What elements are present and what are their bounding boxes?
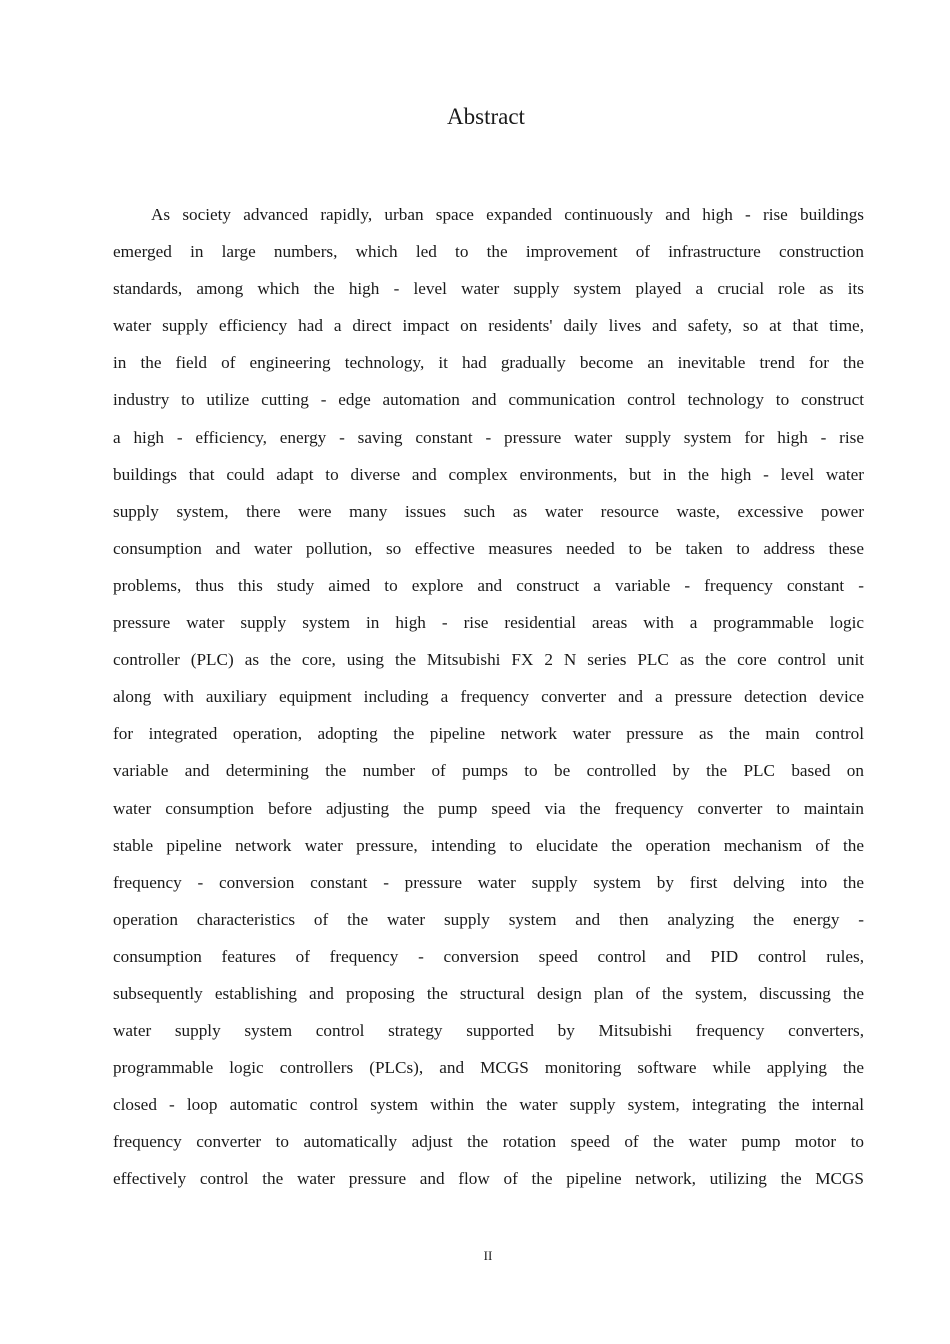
abstract-line: problems, thus this study aimed to explore and construct a variable - frequency constant - — [113, 575, 864, 595]
abstract-line: water supply system control strategy supported by Mitsubishi frequency converters, — [113, 1021, 864, 1041]
abstract-line: standards, among which the high - level water supply system played a crucial role as its — [113, 279, 864, 299]
page-title: Abstract — [447, 104, 525, 129]
abstract-line: programmable logic controllers (PLCs), and MCGS monitoring software while applying the — [113, 1058, 864, 1078]
abstract-line: variable and determining the number of pumps to be controlled by the PLC based on — [113, 761, 864, 781]
abstract-line: consumption features of frequency - conversion speed control and PID control rules, — [113, 946, 864, 966]
abstract-line: stable pipeline network water pressure, intending to elucidate the operation mechanism of the — [113, 835, 864, 855]
abstract-line: water supply efficiency had a direct impact on residents' daily lives and safety, so at that time, — [113, 316, 864, 336]
abstract-line: for integrated operation, adopting the pipeline network water pressure as the main control — [113, 724, 864, 744]
abstract-line: supply system, there were many issues such as water resource waste, excessive power — [113, 501, 864, 521]
abstract-line: subsequently establishing and proposing the structural design plan of the system, discussing the — [113, 983, 864, 1003]
abstract-line: emerged in large numbers, which led to the improvement of infrastructure construction — [113, 242, 864, 262]
abstract-line: controller (PLC) as the core, using the Mitsubishi FX 2 N series PLC as the core control unit — [113, 650, 864, 670]
abstract-line: water consumption before adjusting the pump speed via the frequency converter to maintain — [113, 798, 864, 818]
abstract-line: frequency - conversion constant - pressure water supply system by first delving into the — [113, 872, 864, 892]
abstract-body — [113, 196, 864, 1198]
abstract-line: consumption and water pollution, so effective measures needed to be taken to address these — [113, 538, 864, 558]
abstract-line: pressure water supply system in high - rise residential areas with a programmable logic — [113, 613, 864, 633]
abstract-line: As society advanced rapidly, urban space expanded continuously and high - rise buildings — [151, 205, 864, 224]
abstract-line: effectively control the water pressure and flow of the pipeline network, utilizing the MCGS — [113, 1169, 864, 1189]
abstract-line: frequency converter to automatically adjust the rotation speed of the water pump motor to — [113, 1132, 864, 1152]
abstract-line: buildings that could adapt to diverse and complex environments, but in the high - level water — [113, 464, 864, 484]
abstract-line: along with auxiliary equipment including a frequency converter and a pressure detection device — [113, 687, 864, 707]
abstract-line: in the field of engineering technology, it had gradually become an inevitable trend for the — [113, 353, 864, 373]
abstract-line: operation characteristics of the water supply system and then analyzing the energy - — [113, 909, 864, 929]
abstract-line: industry to utilize cutting - edge automation and communication control technology to construct — [113, 390, 864, 410]
abstract-line: a high - efficiency, energy - saving constant - pressure water supply system for high - rise — [113, 427, 864, 447]
page-number: II — [483, 1248, 493, 1263]
abstract-line: closed - loop automatic control system within the water supply system, integrating the internal — [113, 1095, 864, 1115]
